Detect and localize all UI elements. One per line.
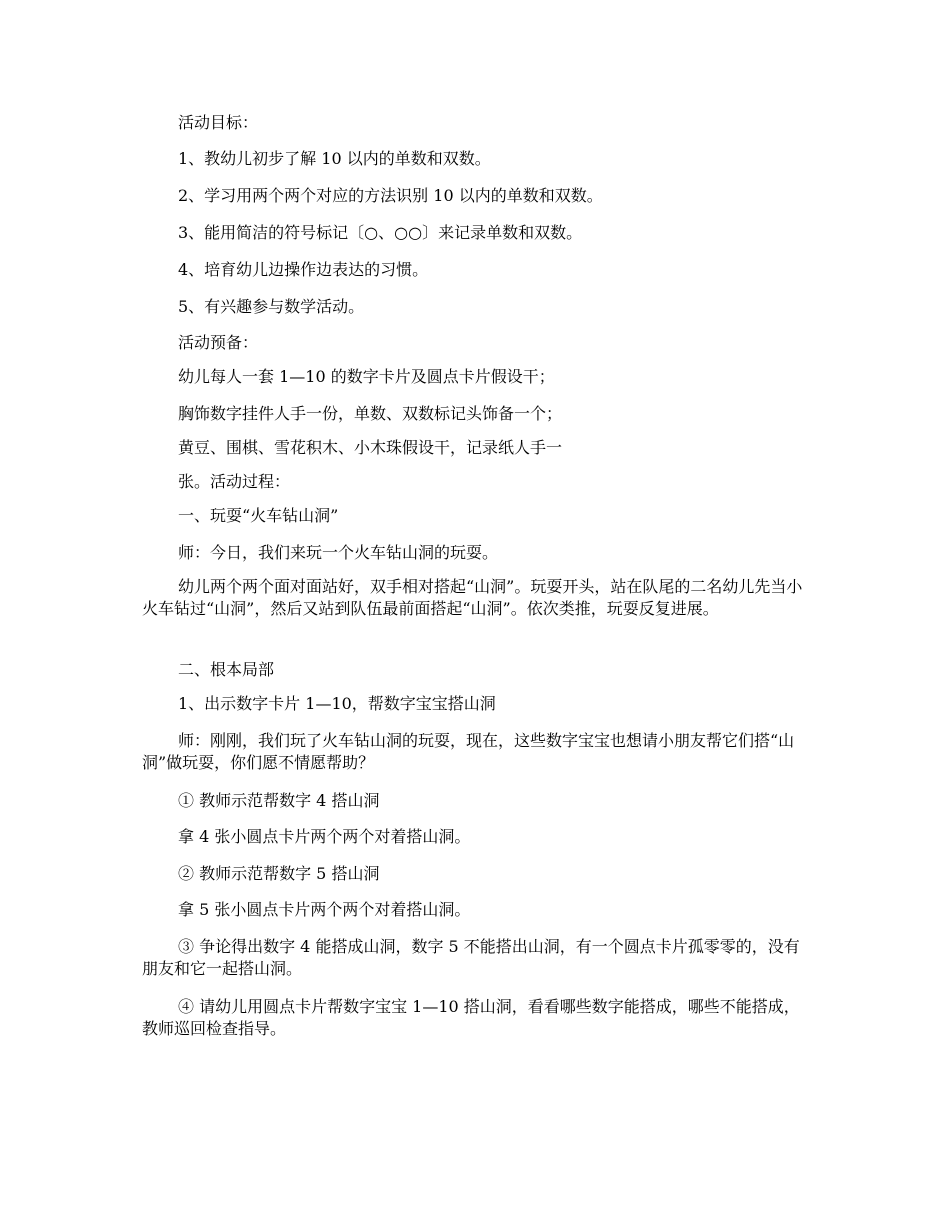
prep-item-materials: 黄豆、围棋、雪花积木、小木珠假设干，记录纸人手一 xyxy=(178,438,563,457)
goal-item-4: 4、培育幼儿边操作边表达的习惯。 xyxy=(178,260,429,279)
teacher-intro: 师：今日，我们来玩一个火车钻山洞的玩耍。 xyxy=(178,543,499,562)
goal-item-3: 3、能用简洁的符号标记〔○、○○〕来记录单数和双数。 xyxy=(178,223,583,242)
step-show-cards: 1、出示数字卡片 1—10，帮数字宝宝搭山洞 xyxy=(178,694,496,713)
section-game: 一、玩耍“火车钻山洞” xyxy=(178,506,339,525)
teacher-question: 师：刚刚，我们玩了火车钻山洞的玩耍，现在，这些数字宝宝也想请小朋友帮它们搭“山洞”做玩耍，你们愿不情愿帮助？ xyxy=(142,731,795,772)
goal-item-1: 1、教幼儿初步了解 10 以内的单数和双数。 xyxy=(178,149,491,168)
children-practice: ④ 请幼儿用圆点卡片帮数字宝宝 1—10 搭山洞，看看哪些数字能搭成，哪些不能搭成，教师巡回检查指导。 xyxy=(142,997,800,1038)
goal-item-5: 5、有兴趣参与数学活动。 xyxy=(178,297,365,316)
prep-item-badges: 胸饰数字挂件人手一份，单数、双数标记头饰备一个； xyxy=(178,404,563,423)
prep-item-cards: 幼儿每人一套 1—10 的数字卡片及圆点卡片假设干； xyxy=(178,367,555,386)
heading-activity-prep: 活动预备： xyxy=(178,333,259,352)
heading-activity-goals: 活动目标： xyxy=(178,113,259,132)
goal-item-2: 2、学习用两个两个对应的方法识别 10 以内的单数和双数。 xyxy=(178,186,603,205)
demo-number-4-detail: 拿 4 张小圆点卡片两个两个对着搭山洞。 xyxy=(178,827,471,846)
demo-number-5: ② 教师示范帮数字 5 搭山洞 xyxy=(178,864,380,883)
heading-activity-process: 张。活动过程： xyxy=(178,472,291,491)
demo-number-5-detail: 拿 5 张小圆点卡片两个两个对着搭山洞。 xyxy=(178,900,471,919)
game-description: 幼儿两个两个面对面站好，双手相对搭起“山洞”。玩耍开头，站在队尾的二名幼儿先当小火车钻过“山洞”，然后又站到队伍最前面搭起“山洞”。依次类推，玩耍反复进展。 xyxy=(142,577,803,618)
demo-number-4: ① 教师示范帮数字 4 搭山洞 xyxy=(178,791,380,810)
discussion-conclusion: ③ 争论得出数字 4 能搭成山洞，数字 5 不能搭出山洞，有一个圆点卡片孤零零的，没有朋友和它一起搭山洞。 xyxy=(142,937,800,978)
section-main-part: 二、根本局部 xyxy=(178,660,275,679)
